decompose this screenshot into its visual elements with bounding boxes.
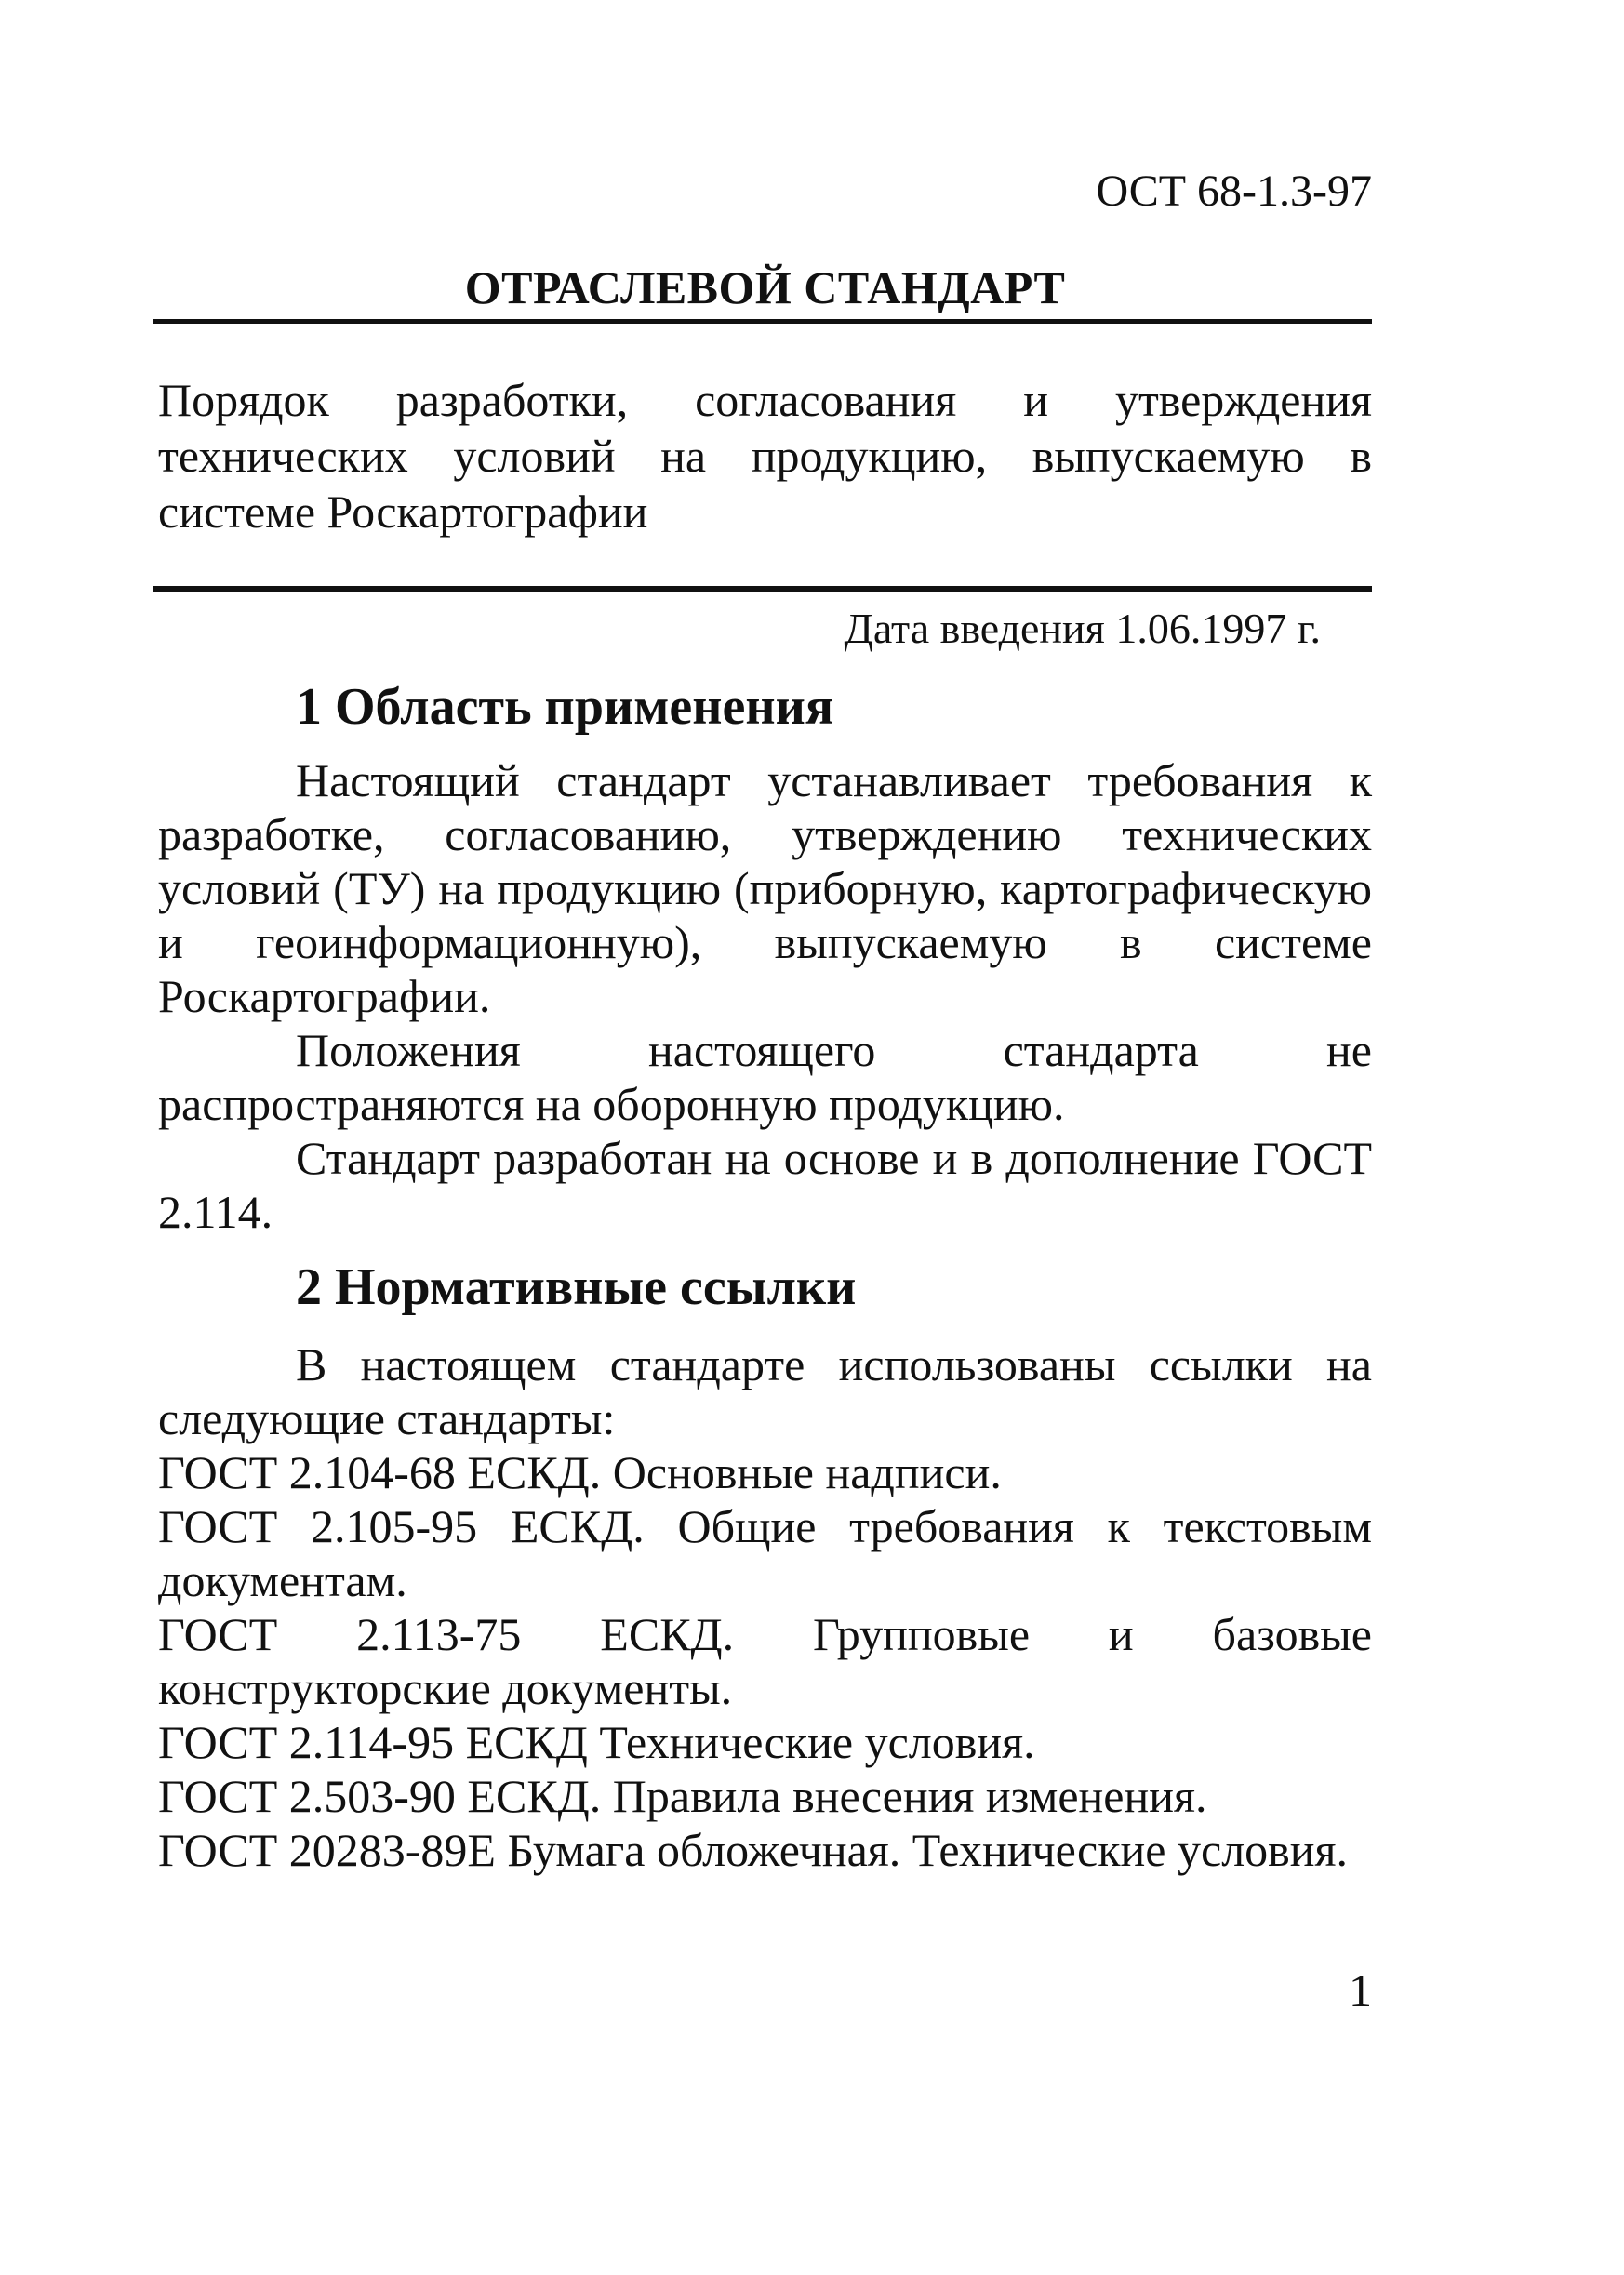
section-references-body: [158, 1337, 1372, 1877]
reference-item: ГОСТ 2.113-75 ЕСКД. Групповые и базовые конструкторские документы.: [158, 1608, 1372, 1714]
standard-type-title: ОТРАСЛЕВОЙ СТАНДАРТ: [464, 261, 1066, 313]
title-divider: [153, 319, 1372, 324]
scope-paragraph: Положения настоящего стандарта не распространяются на оборонную продукцию.: [158, 1024, 1372, 1130]
references-intro: В настоящем стандарте использованы ссылки на следующие стандарты:: [158, 1338, 1372, 1444]
scope-paragraph: Стандарт разработан на основе и в дополнение ГОСТ 2.114.: [158, 1132, 1372, 1238]
page-number: 1: [1349, 1964, 1372, 2016]
introduction-date: Дата введения 1.06.1997 г.: [844, 605, 1321, 652]
document-code: ОСТ 68-1.3-97: [1096, 166, 1372, 216]
section-scope-body: [158, 753, 1372, 1239]
section-heading-scope: 1 Область применения: [296, 678, 834, 736]
scope-paragraph: Настоящий стандарт устанавливает требования к разработке, согласованию, утверждению технических условий (ТУ) на продукцию (приборную, картографическую и геоинформационную), выпускаемую в системе Роскартографии.: [158, 754, 1372, 1022]
name-divider: [153, 586, 1372, 592]
reference-item: ГОСТ 2.104-68 ЕСКД. Основные надписи.: [158, 1446, 1002, 1498]
reference-item: ГОСТ 2.114-95 ЕСКД Технические условия.: [158, 1716, 1035, 1768]
reference-item: ГОСТ 20283-89Е Бумага обложечная. Технические условия.: [158, 1824, 1349, 1876]
document-name: Порядок разработки, согласования и утверждения технических условий на продукцию, выпускаемую в системе Роскартографии: [158, 374, 1372, 538]
section-heading-references: 2 Нормативные ссылки: [296, 1258, 857, 1316]
reference-item: ГОСТ 2.105-95 ЕСКД. Общие требования к текстовым документам.: [158, 1500, 1372, 1606]
reference-item: ГОСТ 2.503-90 ЕСКД. Правила внесения изменения.: [158, 1770, 1207, 1822]
